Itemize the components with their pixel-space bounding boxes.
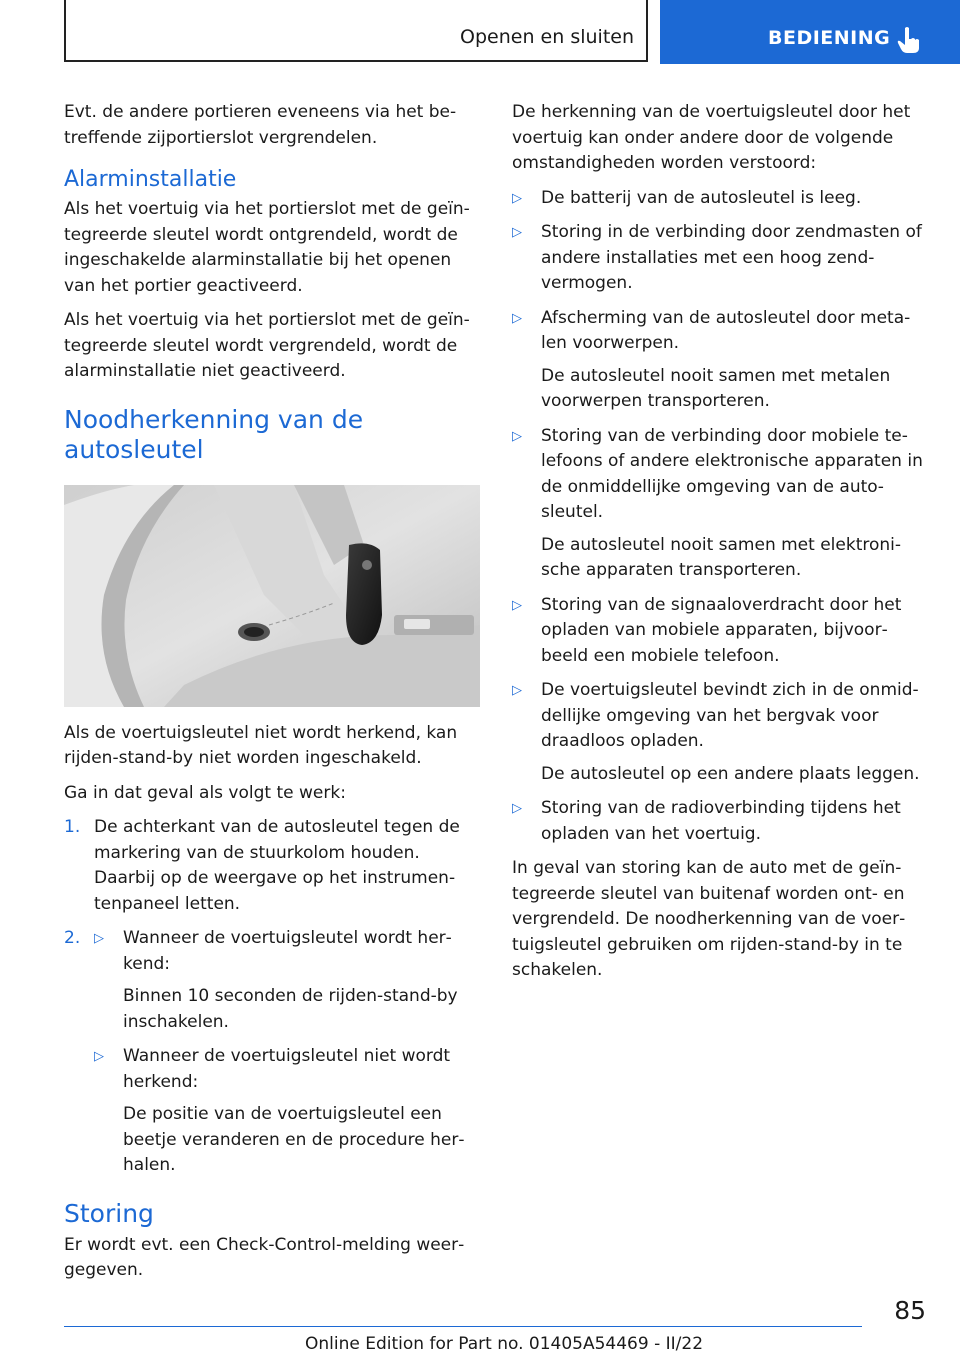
- interference-bullet-cont: De autosleutel op een andere plaats leggen.: [541, 763, 920, 784]
- interference-bullet: [512, 678, 927, 787]
- interference-bullet-text: Storing van de signaaloverdracht door het opladen van mobiele apparaten, bijvoorbeeld een mobiele telefoon.: [541, 594, 902, 666]
- triangle-bullet-icon: ▷: [512, 597, 522, 613]
- right-column: [512, 100, 927, 993]
- step-2-bullet-2: [94, 1044, 482, 1179]
- left-column: [64, 100, 482, 1293]
- interference-bullet-text: De batterij van de autosleutel is leeg.: [541, 187, 862, 208]
- step-2-bullet-1-text: Wanneer de voertuigsleutel wordt herkend:: [123, 928, 452, 974]
- alarm-paragraph-2: Als het voertuig via het portierslot met de geïntegreerde sleutel wordt vergrendeld, wordt de alarminstallatie niet geactiveerd.: [64, 310, 470, 381]
- interference-list: [512, 186, 927, 848]
- step-2-bullet-2-cont: De positie van de voertuigsleutel een beetje veranderen en de procedure herhalen.: [123, 1104, 465, 1175]
- intro-paragraph: Evt. de andere portieren eveneens via het betreffende zijportierslot vergrendelen.: [64, 102, 457, 148]
- interference-bullet: [512, 306, 927, 415]
- footer-divider: [64, 1326, 862, 1327]
- interference-bullet-text: Storing in de verbinding door zendmasten of andere installaties met een hoog zendvermogen.: [541, 222, 922, 293]
- right-outro-paragraph: In geval van storing kan de auto met de geïntegreerde sleutel van buitenaf worden ont- en vergrendeld. De noodherkenning van de voertuigsleutel gebruiken om rijden-stand-by in te schakelen.: [512, 858, 906, 980]
- interference-bullet-text: Storing van de verbinding door mobiele telefoons of andere elektronische apparaten in de onmiddellijke omgeving van de autosleutel.: [541, 425, 923, 522]
- step-2: [64, 926, 482, 1179]
- interference-bullet: [512, 796, 927, 847]
- step-2-bullet-1-cont: Binnen 10 seconden de rijden-stand-by inschakelen.: [123, 986, 458, 1032]
- page-number: 85: [894, 1296, 926, 1325]
- interference-bullet: [512, 220, 927, 297]
- triangle-bullet-icon: ▷: [512, 190, 522, 206]
- header-section-box: [64, 0, 648, 62]
- triangle-bullet-icon: ▷: [94, 931, 104, 946]
- triangle-bullet-icon: ▷: [94, 1049, 104, 1064]
- nood-heading: Noodherkenning van de autosleutel: [64, 404, 364, 464]
- interference-bullet: [512, 424, 927, 584]
- interference-bullet: [512, 186, 927, 212]
- storing-paragraph: Er wordt evt. een Check-Control-melding weergegeven.: [64, 1234, 465, 1280]
- storing-heading: Storing: [64, 1198, 154, 1228]
- step-2-bullet-2-text: Wanneer de voertuigsleutel niet wordt herkend:: [123, 1046, 451, 1092]
- alarm-heading: Alarminstallatie: [64, 167, 237, 192]
- step-1: [64, 815, 482, 917]
- step-2-number: 2.: [64, 928, 81, 948]
- step-1-number: 1.: [64, 817, 81, 837]
- triangle-bullet-icon: ▷: [512, 683, 522, 698]
- triangle-bullet-icon: ▷: [512, 428, 522, 444]
- footer-edition: Online Edition for Part no. 01405A54469 - II/22: [305, 1334, 704, 1354]
- interference-bullet-cont: De autosleutel nooit samen met elektronische apparaten transporteren.: [541, 534, 902, 580]
- triangle-bullet-icon: ▷: [512, 225, 522, 240]
- triangle-bullet-icon: ▷: [512, 310, 522, 326]
- step-1-text: De achterkant van de autosleutel tegen de markering van de stuurkolom houden. Daarbij op de weergave op het instrumentenpaneel letten.: [94, 817, 460, 914]
- nood-paragraph-2: Ga in dat geval als volgt te werk:: [64, 782, 346, 803]
- step-2-bullet-1: [94, 926, 482, 1035]
- interference-bullet-text: Storing van de radioverbinding tijdens het opladen van het voertuig.: [541, 798, 901, 844]
- nood-paragraph-1: Als de voertuigsleutel niet wordt herkend, kan rijden-stand-by niet worden ingeschakeld.: [64, 722, 458, 768]
- interference-bullet-text: De voertuigsleutel bevindt zich in de onmiddellijke omgeving van het bergvak voor draadloos opladen.: [541, 680, 919, 751]
- hand-pointer-icon: [896, 26, 922, 54]
- key-recognition-photo: [64, 485, 480, 707]
- interference-bullet-cont: De autosleutel nooit samen met metalen voorwerpen transporteren.: [541, 365, 891, 411]
- interference-bullet-text: Afscherming van de autosleutel door metalen voorwerpen.: [541, 307, 911, 353]
- interference-bullet: [512, 593, 927, 670]
- section-title: Openen en sluiten: [460, 26, 634, 48]
- triangle-bullet-icon: ▷: [512, 801, 522, 816]
- alarm-paragraph-1: Als het voertuig via het portierslot met de geïntegreerde sleutel wordt ontgrendeld, wordt de ingeschakelde alarminstallatie bij het openen van het portier geactiveerd.: [64, 199, 470, 296]
- chapter-title: BEDIENING: [768, 27, 891, 49]
- right-intro-paragraph: De herkenning van de voertuigsleutel door het voertuig kan onder andere door de volgende omstandigheden worden verstoord:: [512, 102, 911, 173]
- chapter-tab: [660, 0, 960, 64]
